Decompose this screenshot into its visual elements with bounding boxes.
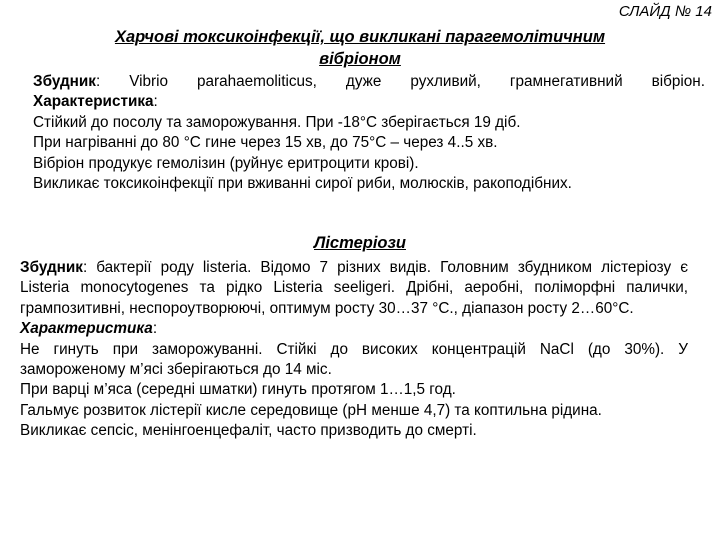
section1-line: Вібріон продукує гемолізин (руйнує еритроцити крові). [33, 154, 419, 172]
section1-title-line2: вібріоном [319, 50, 401, 68]
section1-agent-text: : Vibrio parahaemoliticus, дуже рухливий, грамнегативний вібріон. [95, 73, 705, 90]
section1-agent-label: Збудник [33, 73, 96, 90]
section1-char-label: Характеристика [33, 93, 154, 111]
section1-line: Стійкий до посолу та заморожування. При -18°С зберігається 19 діб. [33, 113, 521, 131]
section2-title: Лістеріози [314, 234, 406, 252]
section2-paragraph: Викликає сепсіс, менінгоенцефаліт, часто призводить до смерті. [20, 422, 477, 440]
section1-agent-paragraph [33, 72, 705, 92]
section2-char-heading [20, 319, 688, 339]
section2-paragraph: Не гинуть при заморожуванні. Стійкі до високих концентрацій NaCl (до 30%). У замороженому м’ясі зберігаються до 14 міс. [20, 340, 688, 379]
section2-char-suffix: : [152, 320, 158, 338]
section2-agent-label: Збудник [20, 259, 83, 276]
section1-title [30, 26, 690, 70]
section2-paragraph: При варці м’яса (середні шматки) гинуть протягом 1…1,5 год. [20, 381, 456, 399]
section2-char-label: Характеристика [20, 320, 153, 338]
section1-char-heading [33, 92, 705, 112]
section2-body [20, 258, 688, 442]
section1-line: При нагріванні до 80 °С гине через 15 хв, до 75°С – через 4..5 хв. [33, 134, 498, 152]
section1-title-line1: Харчові токсикоінфекції, що викликані парагемолітичним [114, 28, 606, 46]
slide-number: СЛАЙД № 14 [618, 3, 712, 20]
section1-char-suffix: : [153, 93, 158, 111]
section2-agent-text: : бактерії роду listeria. Відомо 7 різних видів. Головним збудником лістеріозу є Listeria monocytogenes та рідко Listeria seeligeri. Дрібні, аеробні, поліморфні палички, грампозитивні, неспороутворюючі, оптимум росту 30…37 °С., діапазон росту 2…60°С. [20, 259, 688, 317]
section1-line: Викликає токсикоінфекції при вживанні сирої риби, молюсків, ракоподібних. [33, 175, 572, 193]
section2-agent-paragraph [20, 258, 688, 319]
section2-paragraph: Гальмує розвиток лістерії кисле середовище (рН менше 4,7) та коптильна рідина. [20, 401, 602, 419]
section1-body [33, 72, 705, 194]
